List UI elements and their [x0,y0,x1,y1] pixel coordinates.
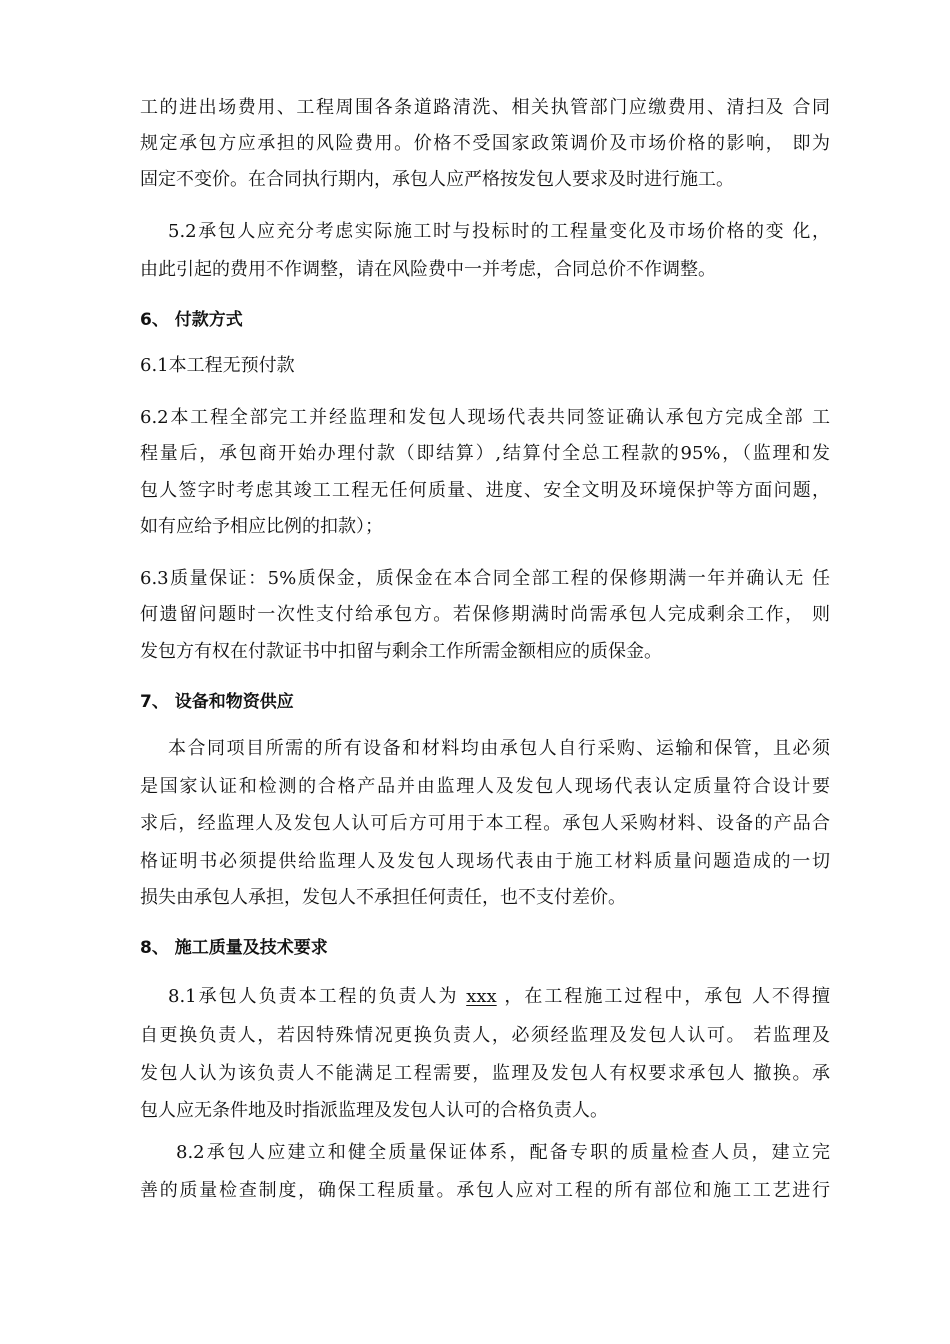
text-segment: ，在工程施工过程中，承包 人不得擅 [496,986,830,1007]
text-line: 求后，经监理人及发包人认可后方可用于本工程。承包人采购材料、设备的产品合 [140,813,830,834]
text-line: 程量后，承包商开始办理付款（即结算）,结算付全总工程款的95%，（监理和发 [140,443,830,464]
text-line: 8.2承包人应建立和健全质量保证体系，配备专职的质量检查人员，建立完 [176,1142,830,1163]
text-line: 发包方有权在付款证书中扣留与剩余工作所需金额相应的质保金。 [140,641,662,662]
text-line: 6.2本工程全部完工并经监理和发包人现场代表共同签证确认承包方完成全部 工 [140,407,830,428]
text-line: 包人签字时考虑其竣工工程无任何质量、进度、安全文明及环境保护等方面问题， [140,480,830,501]
text-line: 损失由承包人承担，发包人不承担任何责任，也不支付差价。 [140,887,626,908]
text-line: 固定不变价。在合同执行期内，承包人应严格按发包人要求及时进行施工。 [140,169,734,190]
text-line: 规定承包方应承担的风险费用。价格不受国家政策调价及市场价格的影响， 即为 [140,133,830,154]
responsible-person-name: xxx [466,986,497,1007]
text-line: 工的进出场费用、工程周围各条道路清洗、相关执管部门应缴费用、清扫及 合同 [140,97,830,118]
text-line: 本合同项目所需的所有设备和材料均由承包人自行采购、运输和保管，且必须 [168,738,830,759]
text-line: 何遗留问题时一次性支付给承包方。若保修期满时尚需承包人完成剩余工作， 则 [140,604,830,625]
text-line: 自更换负责人，若因特殊情况更换负责人，必须经监理及发包人认可。 若监理及 [140,1025,830,1046]
text-line: 是国家认证和检测的合格产品并由监理人及发包人现场代表认定质量符合设计要 [140,776,830,797]
section-heading-6: 6、 付款方式 [140,310,243,330]
text-line: 由此引起的费用不作调整，请在风险费中一并考虑，合同总价不作调整。 [140,259,716,280]
text-line [168,983,830,1011]
section-heading-8: 8、 施工质量及技术要求 [140,938,328,958]
text-line: 如有应给予相应比例的扣款）； [140,516,383,537]
text-line: 发包人认为该负责人不能满足工程需要，监理及发包人有权要求承包人 撤换。承 [140,1063,830,1084]
text-line: 包人应无条件地及时指派监理及发包人认可的合格负责人。 [140,1100,608,1121]
text-line: 6.3质量保证：5%质保金，质保金在本合同全部工程的保修期满一年并确认无 任 [140,568,830,589]
section-heading-7: 7、 设备和物资供应 [140,692,294,712]
text-segment: 8.1承包人负责本工程的负责人为 [168,986,467,1007]
text-line: 善的质量检查制度，确保工程质量。承包人应对工程的所有部位和施工工艺进行 [140,1180,830,1201]
text-line: 格证明书必须提供给监理人及发包人现场代表由于施工材料质量问题造成的一切 [140,851,830,872]
text-line: 5.2承包人应充分考虑实际施工时与投标时的工程量变化及市场价格的变 化， [168,221,830,242]
paragraph-6-1: 6.1本工程无预付款 [140,355,295,376]
